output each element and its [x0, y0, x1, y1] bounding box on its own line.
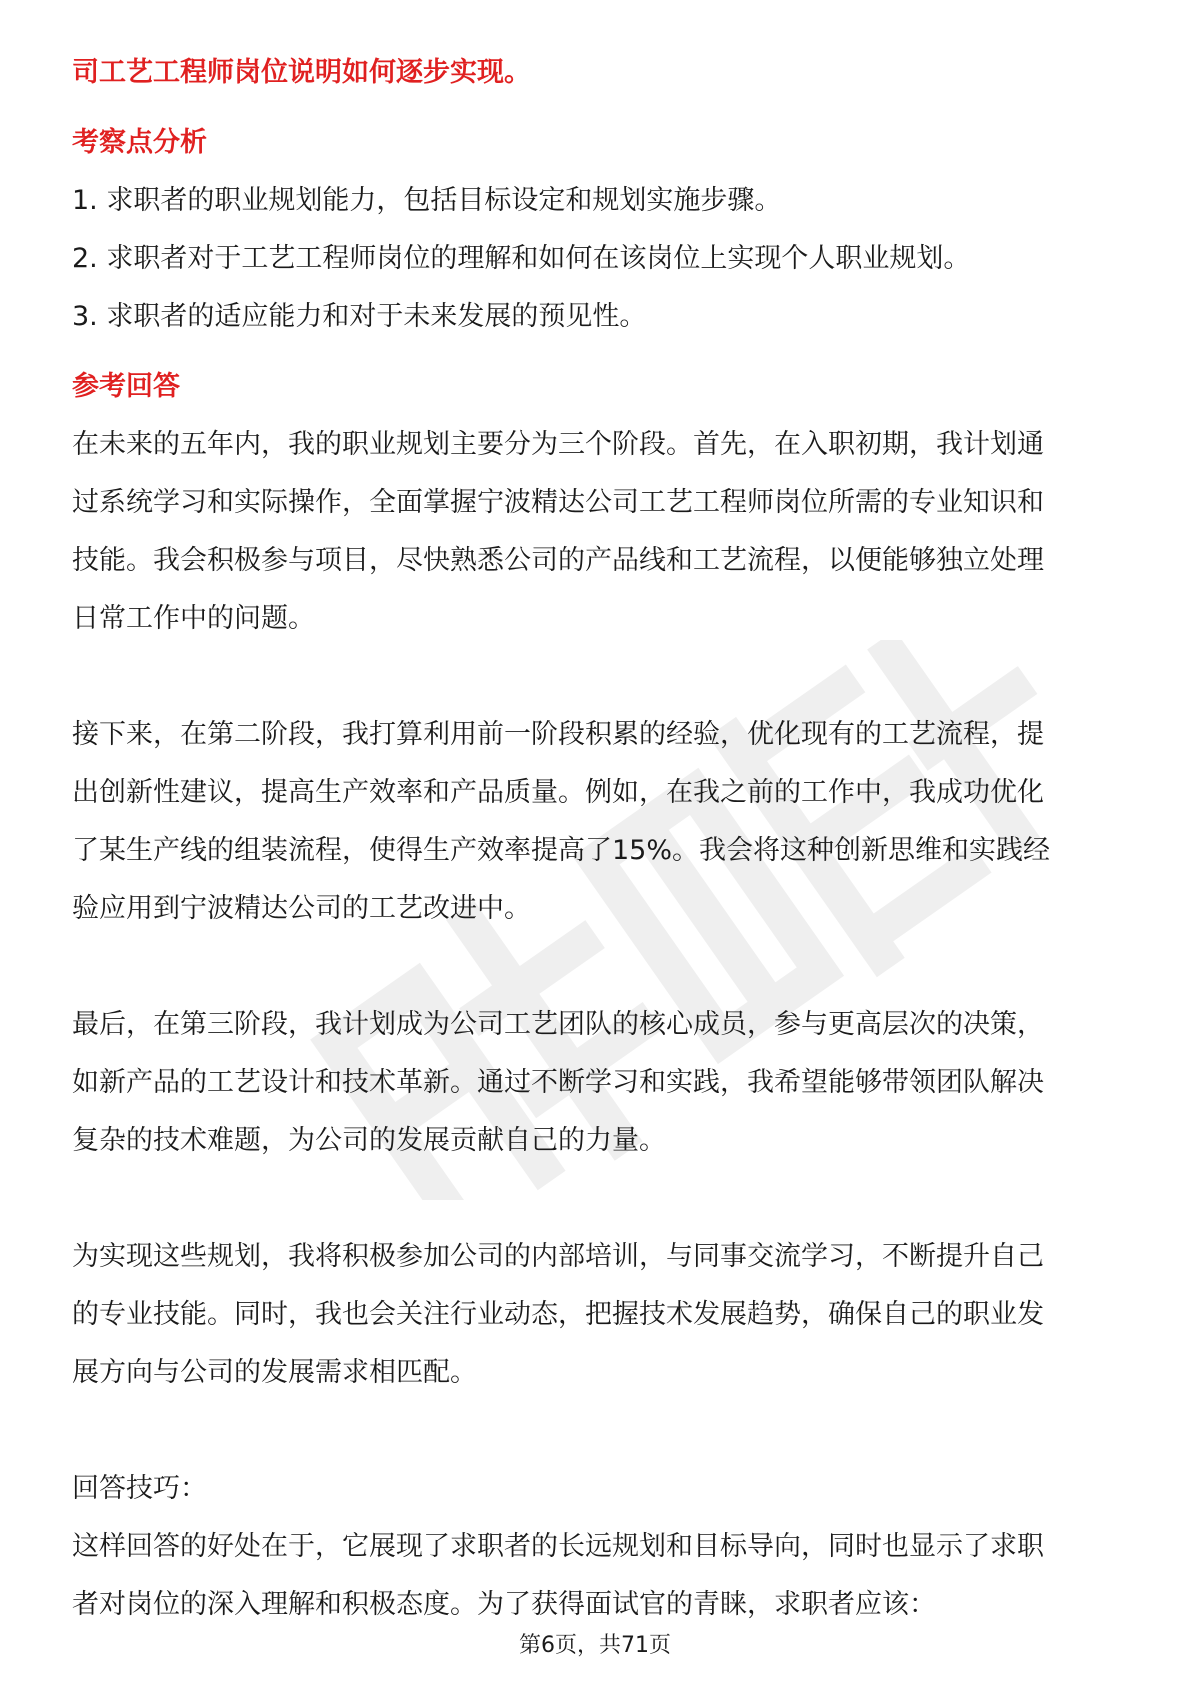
page-content [72, 44, 1122, 1634]
list-item: 2. 求职者对于工艺工程师岗位的理解和如何在该岗位上实现个人职业规划。 [72, 243, 971, 274]
list-item: 1. 求职者的职业规划能力，包括目标设定和规划实施步骤。 [72, 185, 782, 216]
list-item: 3. 求职者的适应能力和对于未来发展的预见性。 [72, 301, 647, 332]
text-line: 出创新性建议，提高生产效率和产品质量。例如，在我之前的工作中，我成功优化 [72, 777, 1044, 808]
analysis-heading: 考察点分析 [72, 127, 207, 158]
answer-paragraph-2 [72, 706, 1122, 938]
tips-heading: 回答技巧： [72, 1473, 207, 1504]
answer-heading: 参考回答 [72, 371, 180, 402]
text-line: 展方向与公司的发展需求相匹配。 [72, 1357, 477, 1388]
header-line: 司工艺工程师岗位说明如何逐步实现。 [72, 57, 531, 88]
text-line: 的专业技能。同时，我也会关注行业动态，把握技术发展趋势，确保自己的职业发 [72, 1299, 1044, 1330]
text-line: 接下来，在第二阶段，我打算利用前一阶段积累的经验，优化现有的工艺流程，提 [72, 719, 1044, 750]
text-line: 在未来的五年内，我的职业规划主要分为三个阶段。首先，在入职初期，我计划通 [72, 429, 1044, 460]
text-line: 复杂的技术难题，为公司的发展贡献自己的力量。 [72, 1125, 666, 1156]
text-line: 验应用到宁波精达公司的工艺改进中。 [72, 893, 531, 924]
tips-paragraph [72, 1518, 1122, 1634]
text-line: 为实现这些规划，我将积极参加公司的内部培训，与同事交流学习，不断提升自己 [72, 1241, 1044, 1272]
text-line: 了某生产线的组装流程，使得生产效率提高了15%。我会将这种创新思维和实践经 [72, 835, 1051, 866]
text-line: 技能。我会积极参与项目，尽快熟悉公司的产品线和工艺流程，以便能够独立处理 [72, 545, 1044, 576]
text-line: 如新产品的工艺设计和技术革新。通过不断学习和实践，我希望能够带领团队解决 [72, 1067, 1044, 1098]
answer-paragraph-1 [72, 416, 1122, 648]
answer-paragraph-3 [72, 996, 1122, 1170]
text-line: 这样回答的好处在于，它展现了求职者的长远规划和目标导向，同时也显示了求职 [72, 1531, 1044, 1562]
text-line: 者对岗位的深入理解和积极态度。为了获得面试官的青睐，求职者应该： [72, 1589, 936, 1620]
text-line: 最后，在第三阶段，我计划成为公司工艺团队的核心成员，参与更高层次的决策， [72, 1009, 1044, 1040]
page-number: 第6页，共71页 [519, 1633, 671, 1658]
text-line: 过系统学习和实际操作，全面掌握宁波精达公司工艺工程师岗位所需的专业知识和 [72, 487, 1044, 518]
analysis-list [72, 172, 1122, 346]
answer-paragraph-4 [72, 1228, 1122, 1402]
text-line: 日常工作中的问题。 [72, 603, 315, 634]
